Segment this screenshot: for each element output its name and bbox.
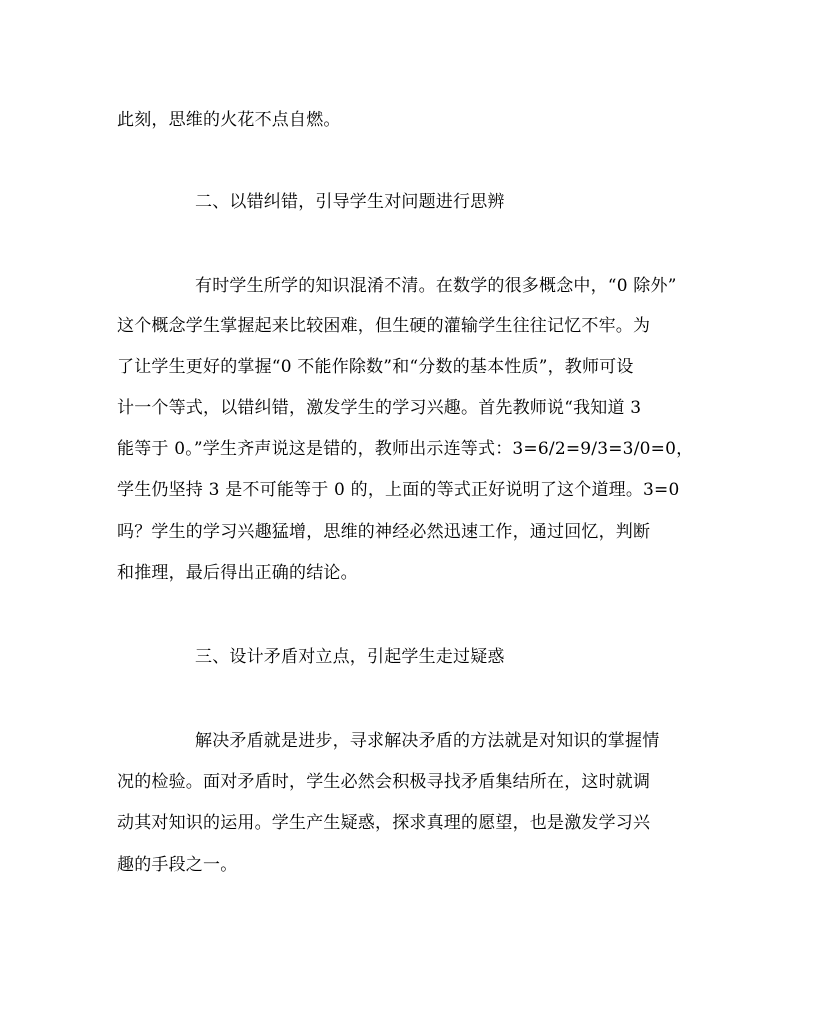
paragraph-line: 趣的手段之一。 — [117, 855, 238, 875]
paragraph-line: 和推理，最后得出正确的结论。 — [117, 563, 358, 583]
paragraph-line: 况的检验。面对矛盾时，学生必然会积极寻找矛盾集结所在，这时就调 — [117, 772, 651, 792]
paragraph-line: 能等于 0。”学生齐声说这是错的，教师出示连等式：3=6/2=9/3=3/0=0， — [117, 439, 694, 459]
paragraph-line: 动其对知识的运用。学生产生疑惑，探求真理的愿望，也是激发学习兴 — [117, 813, 651, 833]
paragraph-line: 学生仍坚持 3 是不可能等于 0 的，上面的等式正好说明了这个道理。3=0 — [117, 480, 680, 500]
paragraph-line: 计一个等式，以错纠错，激发学生的学习兴趣。首先教师说“我知道 3 — [117, 398, 642, 418]
paragraph-line: 解决矛盾就是进步，寻求解决矛盾的方法就是对知识的掌握情 — [195, 731, 660, 751]
paragraph-line: 这个概念学生掌握起来比较困难，但生硬的灌输学生往往记忆不牢。为 — [117, 316, 651, 336]
paragraph-line: 有时学生所学的知识混淆不清。在数学的很多概念中，“0 除外” — [195, 276, 677, 296]
paragraph-line: 吗？学生的学习兴趣猛增，思维的神经必然迅速工作，通过回忆，判断 — [117, 522, 651, 542]
section-heading-3: 三、设计矛盾对立点，引起学生走过疑惑 — [195, 647, 505, 667]
paragraph-line: 了让学生更好的掌握“0 不能作除数”和“分数的基本性质”，教师可设 — [117, 357, 634, 377]
section-heading-2: 二、以错纠错，引导学生对问题进行思辨 — [195, 192, 505, 212]
paragraph-line: 此刻，思维的火花不点自燃。 — [117, 110, 341, 130]
